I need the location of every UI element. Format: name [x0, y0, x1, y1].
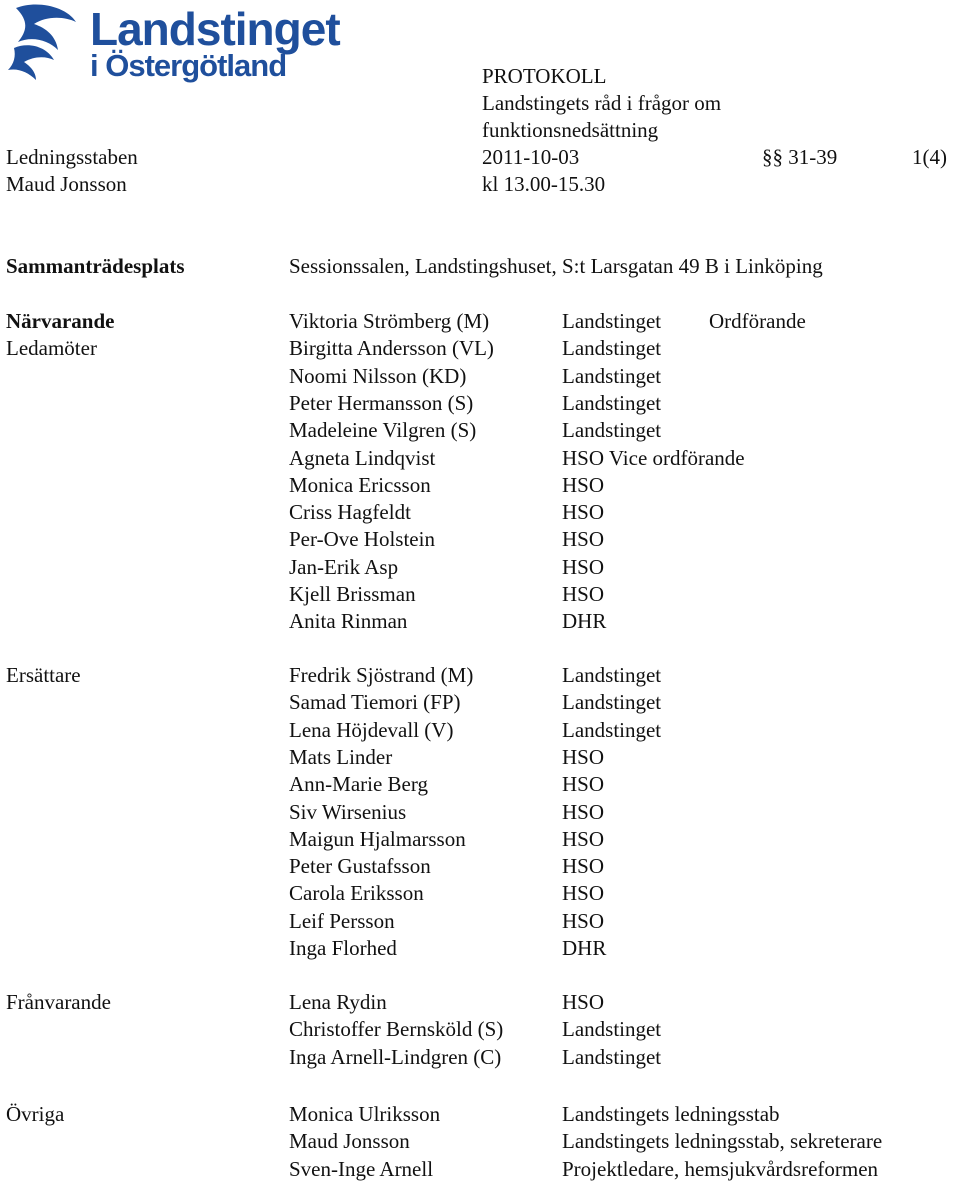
- person-name: Per-Ove Holstein: [289, 527, 435, 552]
- person-organization: HSO: [562, 881, 605, 906]
- person-organization: Landstinget: [562, 418, 662, 443]
- person-name: Viktoria Strömberg (M): [289, 309, 490, 333]
- meeting-time: kl 13.00-15.30: [482, 172, 606, 196]
- person-name: Criss Hagfeldt: [289, 500, 411, 525]
- landstinget-crest-icon: [6, 2, 86, 80]
- person-name: Siv Wirsenius: [289, 799, 407, 824]
- person-name: Peter Gustafsson: [289, 854, 431, 879]
- present-label: Närvarande: [6, 309, 115, 333]
- logo-subtitle: i Östergötland: [90, 48, 287, 83]
- person-organization: HSO: [562, 854, 605, 879]
- person-organization: DHR: [562, 609, 607, 634]
- committee-name-line1: Landstingets råd i frågor om: [482, 91, 722, 115]
- person-name: Leif Persson: [289, 908, 395, 933]
- person-name: Fredrik Sjöstrand (M): [289, 663, 474, 687]
- person-name: Maud Jonsson: [289, 1129, 410, 1154]
- others-label: Övriga: [6, 1102, 65, 1126]
- person-name: Mats Linder: [289, 744, 393, 769]
- document-type: PROTOKOLL: [482, 64, 607, 88]
- person-organization: Landstingets ledningsstab, sekreterare: [562, 1129, 883, 1154]
- person-name: Christoffer Bernsköld (S): [289, 1017, 504, 1042]
- person-name: Ann-Marie Berg: [289, 772, 428, 797]
- meeting-place-value: Sessionssalen, Landstingshuset, S:t Larsgatan 49 B i Linköping: [289, 254, 823, 278]
- person-name: Monica Ericsson: [289, 472, 431, 497]
- person-organization: Landstinget: [562, 1044, 662, 1069]
- person-name: Jan-Erik Asp: [289, 554, 399, 579]
- page-number: 1(4): [912, 145, 947, 169]
- person-organization: HSO: [562, 744, 605, 769]
- absent-label: Frånvarande: [6, 990, 111, 1014]
- person-organization: Landstinget: [562, 1017, 662, 1042]
- person-organization: Landstinget: [562, 309, 662, 333]
- person-name: Anita Rinman: [289, 609, 408, 634]
- person-name: Birgitta Andersson (VL): [289, 336, 494, 361]
- person-name: Carola Eriksson: [289, 881, 424, 906]
- person-organization: Landstinget: [562, 336, 662, 361]
- person-organization: HSO: [562, 527, 605, 552]
- meeting-place-label: Sammanträdesplats: [6, 254, 185, 278]
- person-organization: HSO: [562, 554, 605, 579]
- members-label: Ledamöter: [6, 336, 97, 360]
- person-name: Lena Höjdevall (V): [289, 717, 454, 742]
- landstinget-logo: [6, 2, 340, 83]
- person-organization: Landstingets ledningsstab: [562, 1102, 780, 1126]
- person-organization: HSO: [562, 582, 605, 606]
- person-organization: HSO: [562, 826, 605, 851]
- person-name: Inga Arnell-Lindgren (C): [289, 1044, 502, 1069]
- person-organization: Projektledare, hemsjukvårdsreformen: [562, 1156, 879, 1181]
- person-organization: Landstinget: [562, 363, 662, 388]
- person-name: Monica Ulriksson: [289, 1102, 441, 1126]
- person-name: Agneta Lindqvist: [289, 445, 436, 470]
- substitutes-label: Ersättare: [6, 663, 81, 687]
- person-name: Peter Hermansson (S): [289, 390, 474, 415]
- person-organization: HSO: [562, 908, 605, 933]
- person-organization: HSO: [562, 772, 605, 797]
- person-name: Kjell Brissman: [289, 582, 416, 606]
- person-name: Madeleine Vilgren (S): [289, 418, 477, 443]
- person-organization: HSO Vice ordförande: [562, 445, 745, 470]
- unit-name: Ledningsstaben: [6, 145, 138, 169]
- person-name: Inga Florhed: [289, 936, 397, 960]
- logo-name: Landstinget: [90, 3, 340, 55]
- paragraph-range: §§ 31-39: [762, 145, 838, 169]
- person-organization: DHR: [562, 936, 607, 960]
- person-organization: HSO: [562, 990, 605, 1014]
- person-organization: Landstinget: [562, 690, 662, 715]
- meeting-date: 2011-10-03: [482, 145, 580, 169]
- person-organization: Landstinget: [562, 663, 662, 687]
- person-name: Lena Rydin: [289, 990, 387, 1014]
- person-organization: HSO: [562, 472, 605, 497]
- committee-name-line2: funktionsnedsättning: [482, 118, 659, 142]
- person-organization: Landstinget: [562, 717, 662, 742]
- person-name: Samad Tiemori (FP): [289, 690, 461, 715]
- person-organization: HSO: [562, 799, 605, 824]
- person-name: Maigun Hjalmarsson: [289, 826, 466, 851]
- person-role: Ordförande: [709, 309, 806, 333]
- person-organization: Landstinget: [562, 390, 662, 415]
- person-name: Sven-Inge Arnell: [289, 1156, 434, 1181]
- person-organization: HSO: [562, 500, 605, 525]
- author-name: Maud Jonsson: [6, 172, 127, 196]
- person-name: Noomi Nilsson (KD): [289, 363, 467, 388]
